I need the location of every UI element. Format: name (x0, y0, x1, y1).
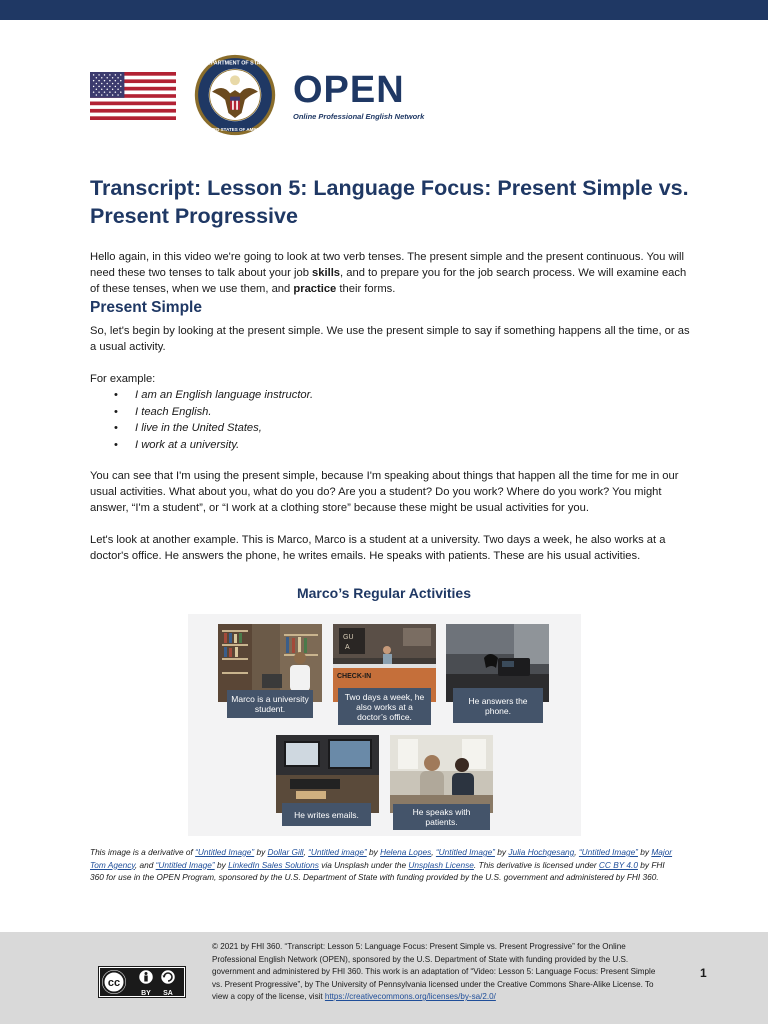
credit-text: This image is a derivative of (90, 847, 196, 857)
credit-link[interactable]: CC BY 4.0 (598, 859, 638, 870)
page-number: 1 (700, 966, 707, 980)
credit-link[interactable]: Julia Hochgesang (508, 847, 575, 857)
page-title: Transcript: Lesson 5: Language Focus: Present Simple vs. Present Progressive (90, 176, 689, 228)
marco-activities-figure (188, 614, 581, 836)
credit-link[interactable]: “Untitled image” (308, 847, 367, 857)
footer-license-text (212, 941, 660, 1004)
credit-link[interactable]: Major Tom Agency (90, 847, 673, 870)
cc-mark-text: cc (107, 977, 121, 989)
list-item: • I teach English. (90, 404, 313, 421)
credit-text: by (254, 847, 268, 857)
credit-text: . This derivative is licensed under (473, 859, 599, 870)
department-of-state-seal-icon (194, 54, 276, 136)
caption-doctors-office: Two days a week, he also works at a doctor’s office. (338, 688, 431, 725)
credit-text: , (303, 847, 309, 857)
credit-text: , and (134, 859, 156, 870)
section-heading-present-simple: Present Simple (90, 299, 202, 316)
cc-by-sa-icon (98, 966, 186, 998)
credit-link[interactable]: Dollar Gill (267, 847, 304, 857)
credit-link[interactable]: Helena Lopes (380, 847, 432, 857)
credit-text: by (366, 847, 381, 857)
caption-answers-phone: He answers the phone. (453, 688, 543, 723)
open-logo (293, 70, 433, 124)
header-logos (90, 54, 490, 138)
top-banner (0, 0, 768, 20)
list-item: • I am an English language instructor. (90, 387, 313, 404)
for-example-label: For example: (90, 373, 156, 385)
intro-text-2: , and to prepare you for the job search process. We will examine each of these tenses, when we use them, and (90, 267, 687, 295)
caption-speaks-patients: He speaks with patients. (393, 804, 490, 830)
seal-bottom-text: UNITED STATES OF AMERICA (202, 127, 268, 133)
intro-skills: skills (312, 267, 341, 279)
footer-text: © 2021 by FHI 360. “Transcript: Lesson 5: Language Focus: Present Simple vs. Present Progressive” for the Online Professional English Network (OPEN), sponsored by the U.S. Department of State with funding provided by the U.S. government and administered by FHI 360. This work is an adaptation of “Video: Lesson 5: Language Focus: Present Simple vs. Present Progressive”, by The University of Pennsylvania licensed under the Creative Commons Share-Alike License. To view a copy of the license, visit (212, 942, 656, 1001)
intro-text-1: Hello again, in this video we're going to look at two verb tenses. The present simple and the present continuous. You will need these two tenses to talk about your job (90, 251, 684, 279)
emails-photo (276, 735, 379, 813)
photo-sign-gu: GU (343, 634, 354, 641)
paragraph-marco-example: Let's look at another example. This is Marco, Marco is a student at a university. Two days a week, he also works at a doctor's office. He answers the phone, he writes emails. He speaks with patients. These are his usual activities. (90, 534, 666, 562)
credit-link[interactable]: “Untitled Image” (155, 859, 215, 870)
paragraph-usual-activities: You can see that I'm using the present simple, because I'm speaking about things that happen all the time for me in our usual activities. What about you, what do you do? Are you a student? Do you work? Where do you work? You might answer, “I'm a student”, or “I work at a clothing store” because these might be usual activities for you. (90, 470, 679, 514)
seal-top-text: DEPARTMENT OF STATE (203, 60, 267, 67)
us-flag-icon (90, 72, 176, 120)
page-footer (0, 932, 768, 1024)
credit-text: , (431, 847, 436, 857)
image-credit (90, 846, 680, 884)
patients-photo (390, 735, 493, 813)
open-logo-subtitle: Online Professional English Network (293, 112, 425, 121)
license-link[interactable]: https://creativecommons.org/licenses/by-sa/2.0/ (324, 992, 496, 1001)
caption-writes-emails: He writes emails. (282, 803, 371, 826)
intro-paragraph (90, 249, 690, 297)
credit-link[interactable]: “Untitled Image” (578, 847, 638, 857)
list-item: • I work at a university. (90, 437, 313, 454)
example-list (90, 387, 313, 453)
caption-university-student: Marco is a university student. (227, 690, 313, 718)
figure-title: Marco’s Regular Activities (296, 585, 472, 601)
intro-practice: practice (293, 283, 337, 295)
credit-text: by (494, 847, 509, 857)
cc-by-label: BY (141, 990, 151, 997)
credit-link[interactable]: LinkedIn Sales Solutions (228, 859, 319, 870)
list-item: • I live in the United States, (90, 420, 313, 437)
photo-sign-check-in: CHECK-IN (337, 673, 372, 680)
credit-link[interactable]: “Untitled Image” (435, 847, 495, 857)
open-logo-title: OPEN (293, 69, 405, 111)
credit-link[interactable]: Unsplash License (408, 859, 474, 870)
credit-text: , (574, 847, 579, 857)
credit-text: by (637, 847, 652, 857)
credit-text: by (214, 859, 229, 870)
intro-text-3: their forms. (336, 283, 396, 295)
credit-text: by FHI 360 for use in the OPEN Program, sponsored by the U.S. Department of State with funding provided by the U.S. government and administered by FHI 360. (90, 859, 665, 882)
credit-link[interactable]: “Untitled Image” (195, 847, 255, 857)
photo-sign-a: A (345, 644, 350, 651)
paragraph-present-simple: So, let's begin by looking at the present simple. We use the present simple to say if something happens all the time, or as a usual activity. (90, 325, 690, 353)
credit-text: via Unsplash under the (318, 859, 409, 870)
cc-sa-label: SA (163, 990, 173, 997)
